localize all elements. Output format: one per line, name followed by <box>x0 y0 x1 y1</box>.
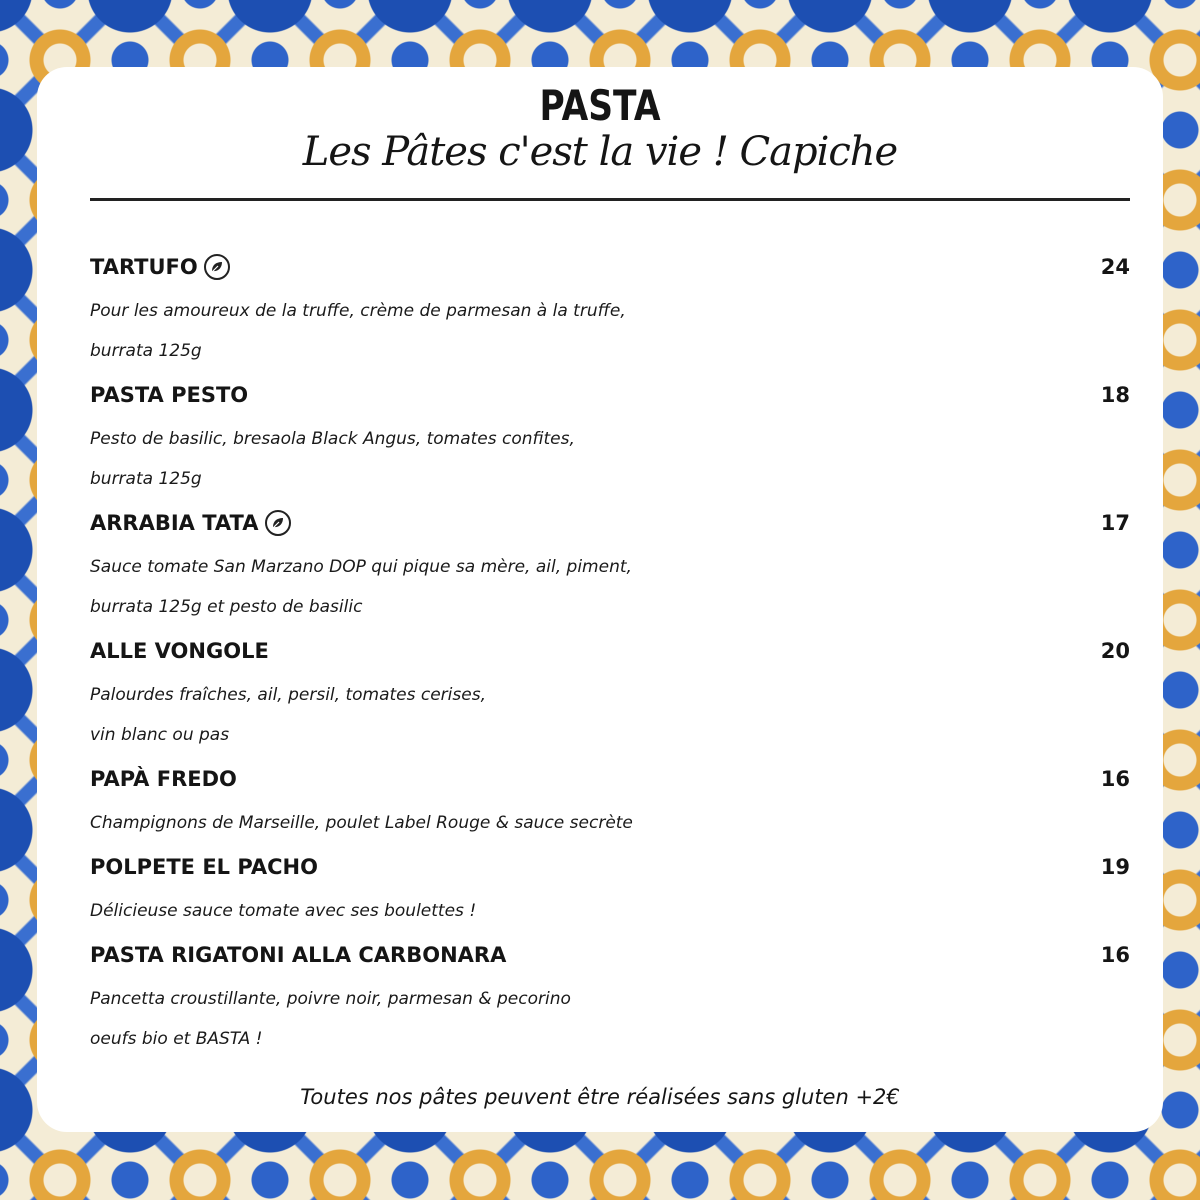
menu-item-price: 18 <box>1100 383 1130 407</box>
menu-item-header <box>90 843 1130 891</box>
menu-item-description: burrata 125g <box>90 341 202 361</box>
menu-item-name: ALLE VONGOLE <box>90 639 269 663</box>
menu-item-name: ARRABIA TATA <box>90 511 259 535</box>
menu-item-price: 24 <box>1100 255 1130 279</box>
menu-item-name: PAPÀ FREDO <box>90 767 237 791</box>
menu-item-price: 16 <box>1100 943 1130 967</box>
menu-item-description: Pesto de basilic, bresaola Black Angus, tomates confites, <box>90 429 575 449</box>
menu-item-papa-fredo <box>90 755 1130 843</box>
menu-item-name: POLPETE EL PACHO <box>90 855 318 879</box>
menu-item-description: vin blanc ou pas <box>90 725 230 745</box>
menu-item-description: Champignons de Marseille, poulet Label Rouge & sauce secrète <box>90 813 633 833</box>
page-title: PASTA <box>539 81 661 130</box>
menu-item-description: oeufs bio et BASTA ! <box>90 1029 263 1049</box>
veggie-leaf-icon <box>265 510 291 536</box>
menu-item-name: PASTA RIGATONI ALLA CARBONARA <box>90 943 507 967</box>
menu-item-tartufo <box>90 243 1130 371</box>
menu-item-price: 16 <box>1100 767 1130 791</box>
menu-item-header <box>90 243 1130 291</box>
menu-item-rigatoni-carbonara <box>90 931 1130 1059</box>
menu-item-header <box>90 627 1130 675</box>
menu-item-description: Pour les amoureux de la truffe, crème de parmesan à la truffe, <box>90 301 626 321</box>
page-subtitle: Les Pâtes c'est la vie ! Capiche <box>302 129 898 175</box>
title-divider <box>90 198 1130 201</box>
menu-item-header <box>90 931 1130 979</box>
menu-item-header <box>90 499 1130 547</box>
menu-item-name: PASTA PESTO <box>90 383 249 407</box>
menu-item-price: 19 <box>1100 855 1130 879</box>
menu-item-header <box>90 371 1130 419</box>
menu-card <box>37 67 1163 1132</box>
veggie-leaf-icon <box>204 254 230 280</box>
menu-item-description: burrata 125g <box>90 469 202 489</box>
menu-list <box>90 243 1130 1059</box>
menu-item-arrabia-tata <box>90 499 1130 627</box>
menu-item-description: burrata 125g et pesto de basilic <box>90 597 363 617</box>
menu-item-description: Palourdes fraîches, ail, persil, tomates cerises, <box>90 685 486 705</box>
menu-item-description: Sauce tomate San Marzano DOP qui pique sa mère, ail, piment, <box>90 557 632 577</box>
menu-item-polpete-el-pacho <box>90 843 1130 931</box>
menu-item-pasta-pesto <box>90 371 1130 499</box>
menu-item-price: 17 <box>1100 511 1130 535</box>
menu-item-description: Délicieuse sauce tomate avec ses boulettes ! <box>90 901 477 921</box>
menu-item-alle-vongole <box>90 627 1130 755</box>
menu-item-name: TARTUFO <box>90 255 198 279</box>
menu-item-price: 20 <box>1100 639 1130 663</box>
menu-item-description: Pancetta croustillante, poivre noir, parmesan & pecorino <box>90 989 571 1009</box>
menu-item-header <box>90 755 1130 803</box>
gluten-free-note: Toutes nos pâtes peuvent être réalisées sans gluten +2€ <box>300 1085 900 1109</box>
